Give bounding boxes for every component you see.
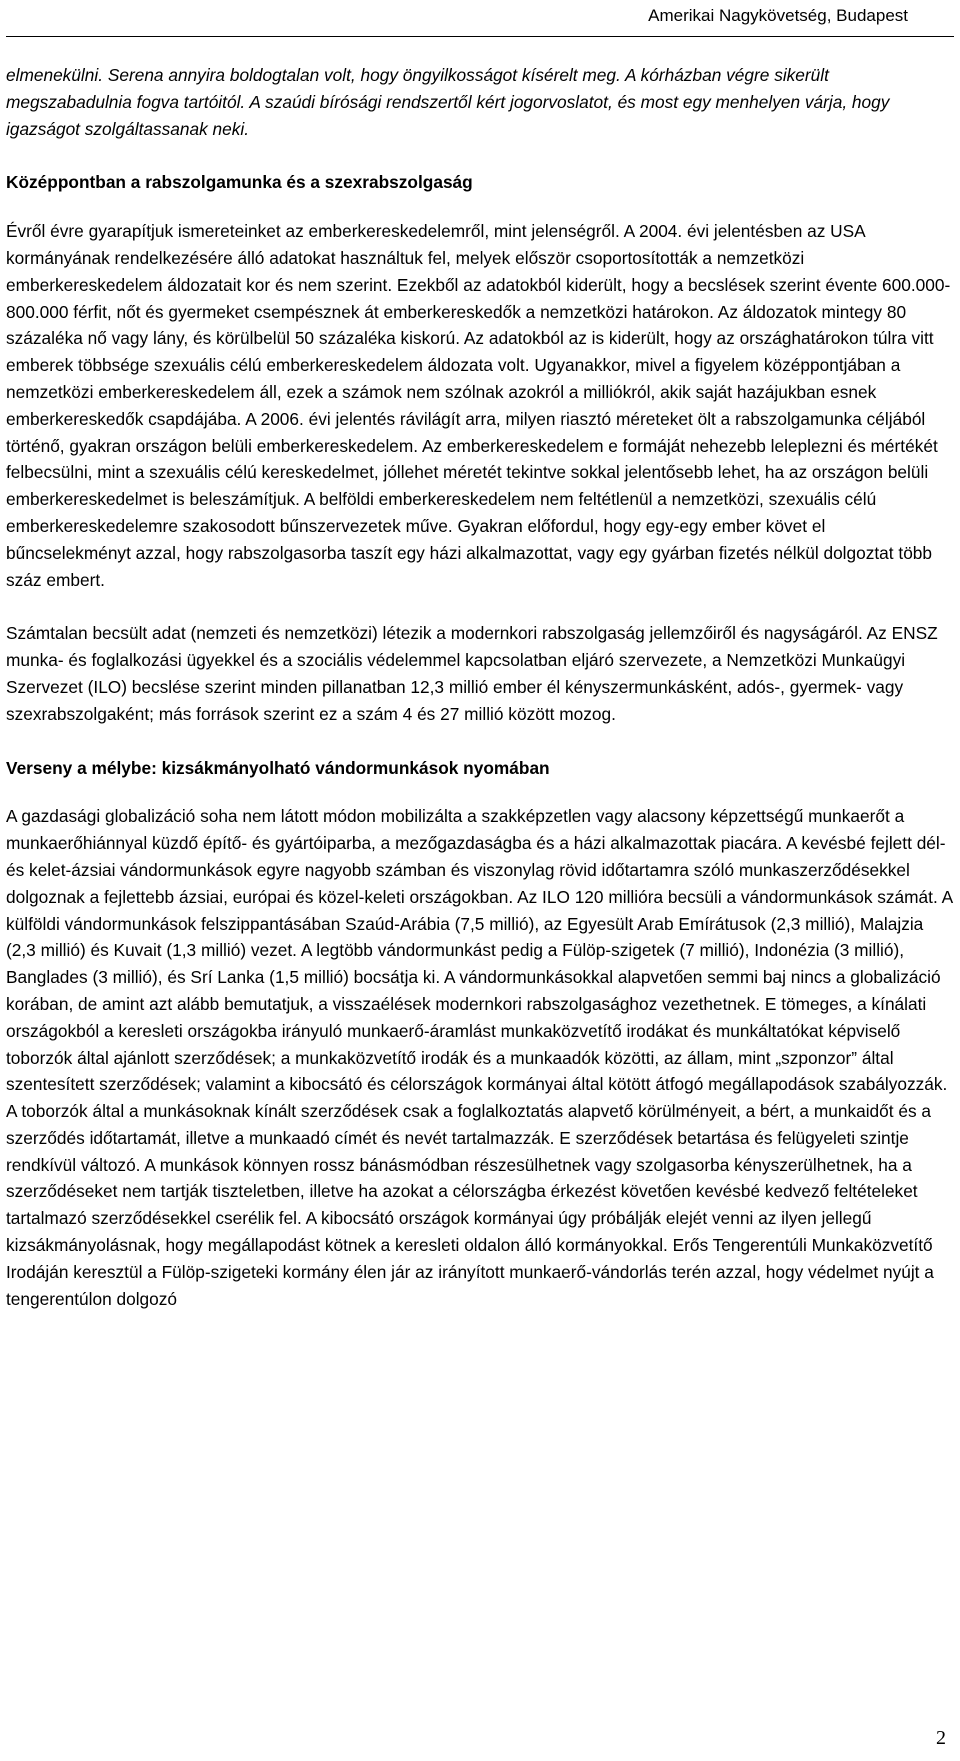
body-paragraph: Számtalan becsült adat (nemzeti és nemzetközi) létezik a modernkori rabszolgaság jellemzőiről és nagyságáról. Az ENSZ munka- és foglalkozási ügyekkel és a szociális védelemmel kapcsolatban eljáró szervezete, a Nemzetközi Munkaügyi Szervezet (ILO) becslése szerint minden pillanatban 12,3 millió ember él kényszermunkásként, adós-, gyermek- vagy szexrabszolgaként; más források szerint ez a szám 4 és 27 millió között mozog. — [6, 623, 938, 724]
page-number: 2 — [936, 1727, 946, 1749]
header-title: Amerikai Nagykövetség, Budapest — [648, 6, 908, 25]
body-paragraph: Évről évre gyarapítjuk ismereteinket az emberkereskedelemről, mint jelenségről. A 2004. évi jelentésben az USA kormányának rendelkezésére álló adatokat használtuk fel, melyek először csoportosították a nemzetközi emberkereskedelem áldozatait kor és nem szerint. Ezekből az adatokból kiderült, hogy a becslések szerint évente 600.000-800.000 férfit, nőt és gyermeket csempésznek át emberkereskedők a nemzetközi határokon. Az áldozatok mintegy 80 százaléka nő vagy lány, és körülbelül 50 százaléka kiskorú. Az adatokból az is kiderült, hogy az országhatárokon túlra vitt emberek többsége szexuális célú emberkereskedelem áldozata volt. Ugyanakkor, mivel a figyelem középpontjában a nemzetközi emberkereskedelem áll, ezek a számok nem szólnak azokról a milliókról, akik saját hazájukban esnek emberkereskedők csapdájába. A 2006. évi jelentés rávilágít arra, milyen riasztó méreteket ölt a rabszolgamunka céljából történő, gyakran országon belüli emberkereskedelem. Az emberkereskedelem e formáját nehezebb leleplezni és mértékét felbecsülni, mint a szexuális célú kereskedelmet, jóllehet méretét tekintve sokkal jelentősebb lehet, ha az országon belüli emberkereskedelmet is beleszámítjuk. A belföldi emberkereskedelem nem feltétlenül a nemzetközi, szexuális célú emberkereskedelemre szakosodott bűnszervezetek műve. Gyakran előfordul, hogy egy-egy ember követ el bűncselekményt azzal, hogy rabszolgasorba taszít egy házi alkalmazottat, vagy egy gyárban fizetés nélkül dolgoztat több száz embert. — [6, 221, 951, 590]
spacer — [6, 593, 954, 620]
spacer — [6, 728, 954, 755]
header-rule — [6, 36, 954, 37]
section-heading-migrant: Verseny a mélybe: kizsákmányolható vándormunkások nyomában — [6, 757, 550, 778]
intro-paragraph: elmenekülni. Serena annyira boldogtalan volt, hogy öngyilkosságot kísérelt meg. A kórházban végre sikerült megszabadulnia fogva tartóitól. A szaúdi bírósági rendszertől kért jogorvoslatot, és most egy menhelyen várja, hogy igazságot szolgáltassanak neki. — [6, 65, 890, 139]
page-header — [0, 0, 960, 30]
section-heading-labor: Középpontban a rabszolgamunka és a szexrabszolgaság — [6, 172, 473, 193]
document-body — [6, 62, 954, 1312]
spacer — [6, 781, 954, 803]
body-paragraph: A gazdasági globalizáció soha nem látott módon mobilizálta a szakképzetlen vagy alacsony képzettségű munkaerőt a munkaerőhiánnyal küzdő építő- és gyártóiparba, a mezőgazdaságba és a házi alkalmazottak piacára. A kevésbé fejlett dél- és kelet-ázsiai vándormunkások egyre nagyobb számban és viszonylag rövid időtartamra szóló munkaszerződésekkel dolgoznak a fejlettebb ázsiai, európai és közel-keleti országokban. Az ILO 120 millióra becsüli a vándormunkások számát. A külföldi vándormunkások felszippantásában Szaúd-Arábia (7,5 millió), az Egyesült Arab Emírátusok (2,3 millió), Malajzia (2,3 millió) és Kuvait (1,3 millió) vezet. A legtöbb vándormunkást pedig a Fülöp-szigetek (7 millió), Indonézia (3 millió), Banglades (3 millió), és Srí Lanka (1,5 millió) bocsátja ki. A vándormunkásokkal alapvetően semmi baj nincs a globalizáció korában, de amint azt alább bemutatjuk, a visszaélések modernkori rabszolgasághoz vezethetnek. E tömeges, a kínálati országokból a keresleti országokba irányuló munkaerő-áramlást munkaközvetítő irodákat és munkáltatókat képviselő toborzók által ajánlott szerződések; a munkaközvetítő irodák és a munkaadók közötti, az állam, mint „szponzor” által szentesített szerződések; valamint a kibocsátó és célországok kormányai által kötött átfogó megállapodások szabályozzák. A toborzók által a munkásoknak kínált szerződések csak a foglalkoztatás alapvető körülményeit, a bért, a munkaidőt és a szerződés időtartamát, illetve a munkaadó címét és nevét tartalmazzák. E szerződések betartása és felügyeleti szintje rendkívül változó. A munkások könnyen rossz bánásmódban részesülhetnek vagy szolgasorba kényszerülhetnek, ha a szerződéseket nem tartják tiszteletben, illetve ha azokat a célországba érkezést követően kevésbé kedvező feltételeket tartalmazó szerződésekkel cserélik fel. A kibocsátó országok kormányai úgy próbálják elejét venni az ilyen jellegű kizsákmányolásnak, hogy megállapodást kötnek a keresleti oldalon álló kormányokkal. Erős Tengerentúli Munkaközvetítő Irodáján keresztül a Fülöp-szigeteki kormány élen jár az irányított munkaerő-vándorlás terén azzal, hogy védelmet nyújt a tengerentúlon dolgozó — [6, 806, 953, 1309]
spacer — [6, 142, 954, 169]
spacer — [6, 196, 954, 218]
